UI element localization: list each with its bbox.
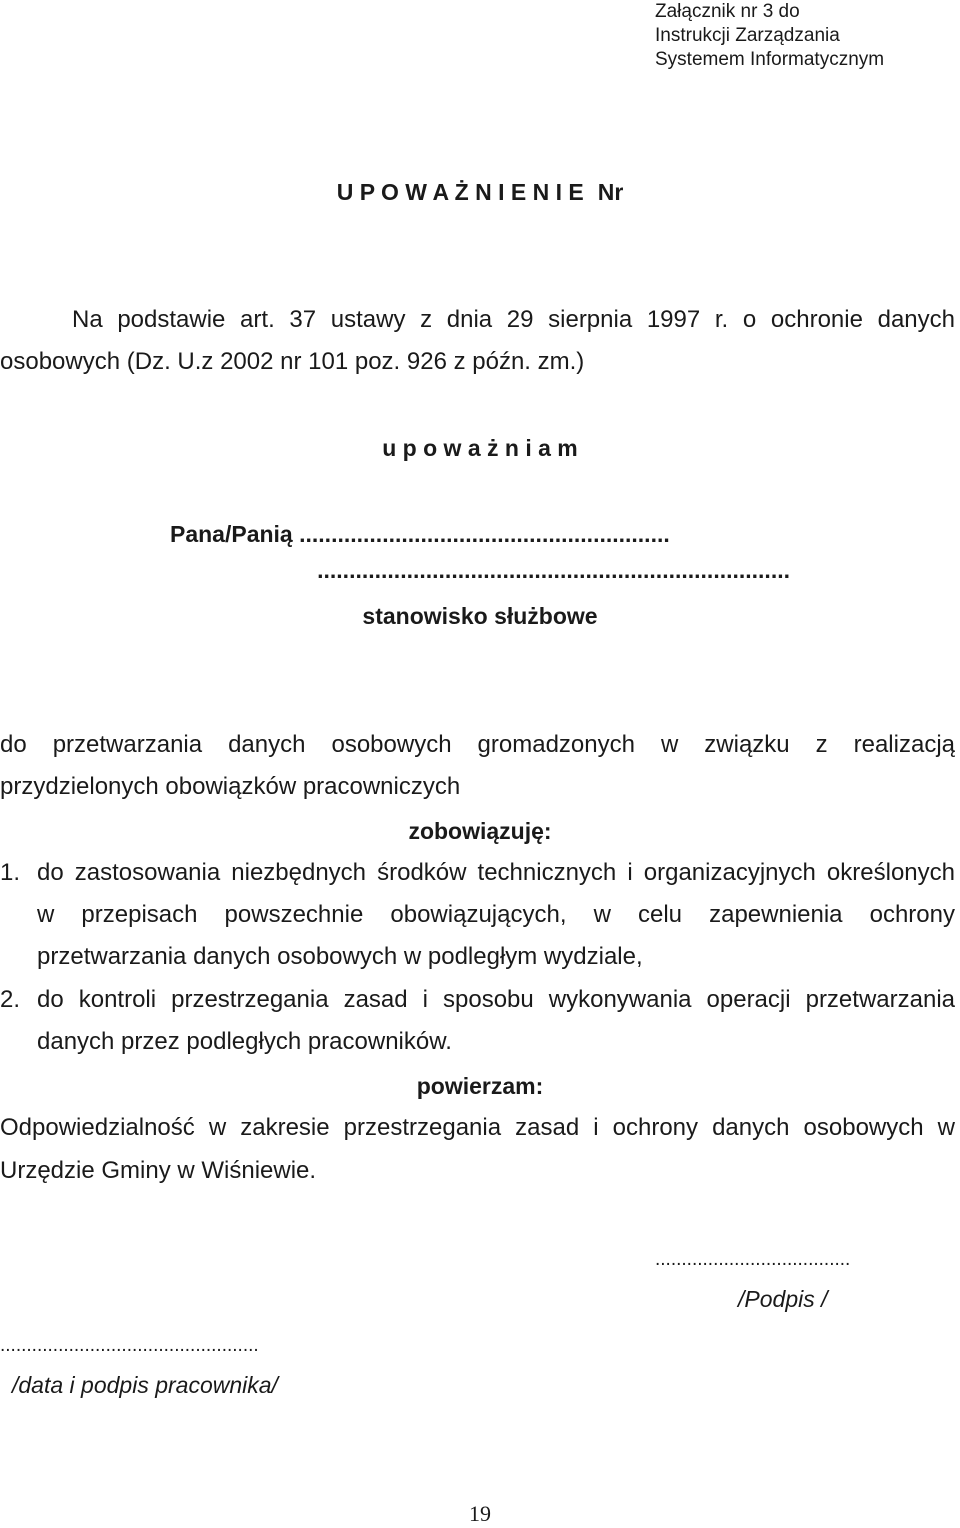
item-2-line-2: danych przez podległych pracowników. [37,1028,452,1055]
scope-line-1: do przetwarzania danych osobowych gromadzonych w związku z realizacją [0,731,955,758]
signature-dots: ..................................... [655,1249,851,1270]
authorize-heading: u p o w a ż n i a m [382,435,578,461]
title-nr: Nr [597,179,624,205]
title-text: U P O W A Ż N I E N I E [336,179,584,205]
annex-line-1: Załącznik nr 3 do [655,1,800,22]
item-1-line-1: do zastosowania niezbędnych środków technicznych i organizacyjnych określonych [37,859,955,886]
person-name-field: Pana/Panią .......................................................... [170,521,670,547]
entrust-heading: powierzam: [416,1073,544,1099]
responsibility-line-1: Odpowiedzialność w zakresie przestrzegania zasad i ochrony danych osobowych w [0,1114,955,1141]
item-1-line-3: przetwarzania danych osobowych w podległym wydziale, [37,943,643,970]
position-label: stanowisko służbowe [362,603,598,629]
scope-line-2: przydzielonych obowiązków pracowniczych [0,773,461,800]
oblige-heading: zobowiązuję: [408,818,552,844]
legal-basis-line-2: osobowych (Dz. U.z 2002 nr 101 poz. 926 z późn. zm.) [0,348,585,375]
employee-signature-label: /data i podpis pracownika/ [12,1372,278,1398]
signature-label: /Podpis / [738,1286,828,1312]
annex-header [655,0,884,72]
responsibility-line-2: Urzędzie Gminy w Wiśniewie. [0,1157,317,1184]
legal-basis-line-1: Na podstawie art. 37 ustawy z dnia 29 sierpnia 1997 r. o ochronie danych [72,306,955,333]
item-1-line-2: w przepisach powszechnie obowiązujących, w celu zapewnienia ochrony [37,901,955,928]
annex-line-2: Instrukcji Zarządzania [655,25,840,46]
document-title [0,176,960,208]
employee-signature-dots: ................................................. [0,1335,259,1356]
annex-line-3: Systemem Informatycznym [655,49,885,70]
item-2-line-1: do kontroli przestrzegania zasad i sposobu wykonywania operacji przetwarzania [37,986,955,1013]
item-2-number: 2. [0,986,21,1013]
page-number: 19 [469,1501,491,1526]
item-1-number: 1. [0,859,21,886]
person-dots-line: .......................................................................... [317,557,790,583]
